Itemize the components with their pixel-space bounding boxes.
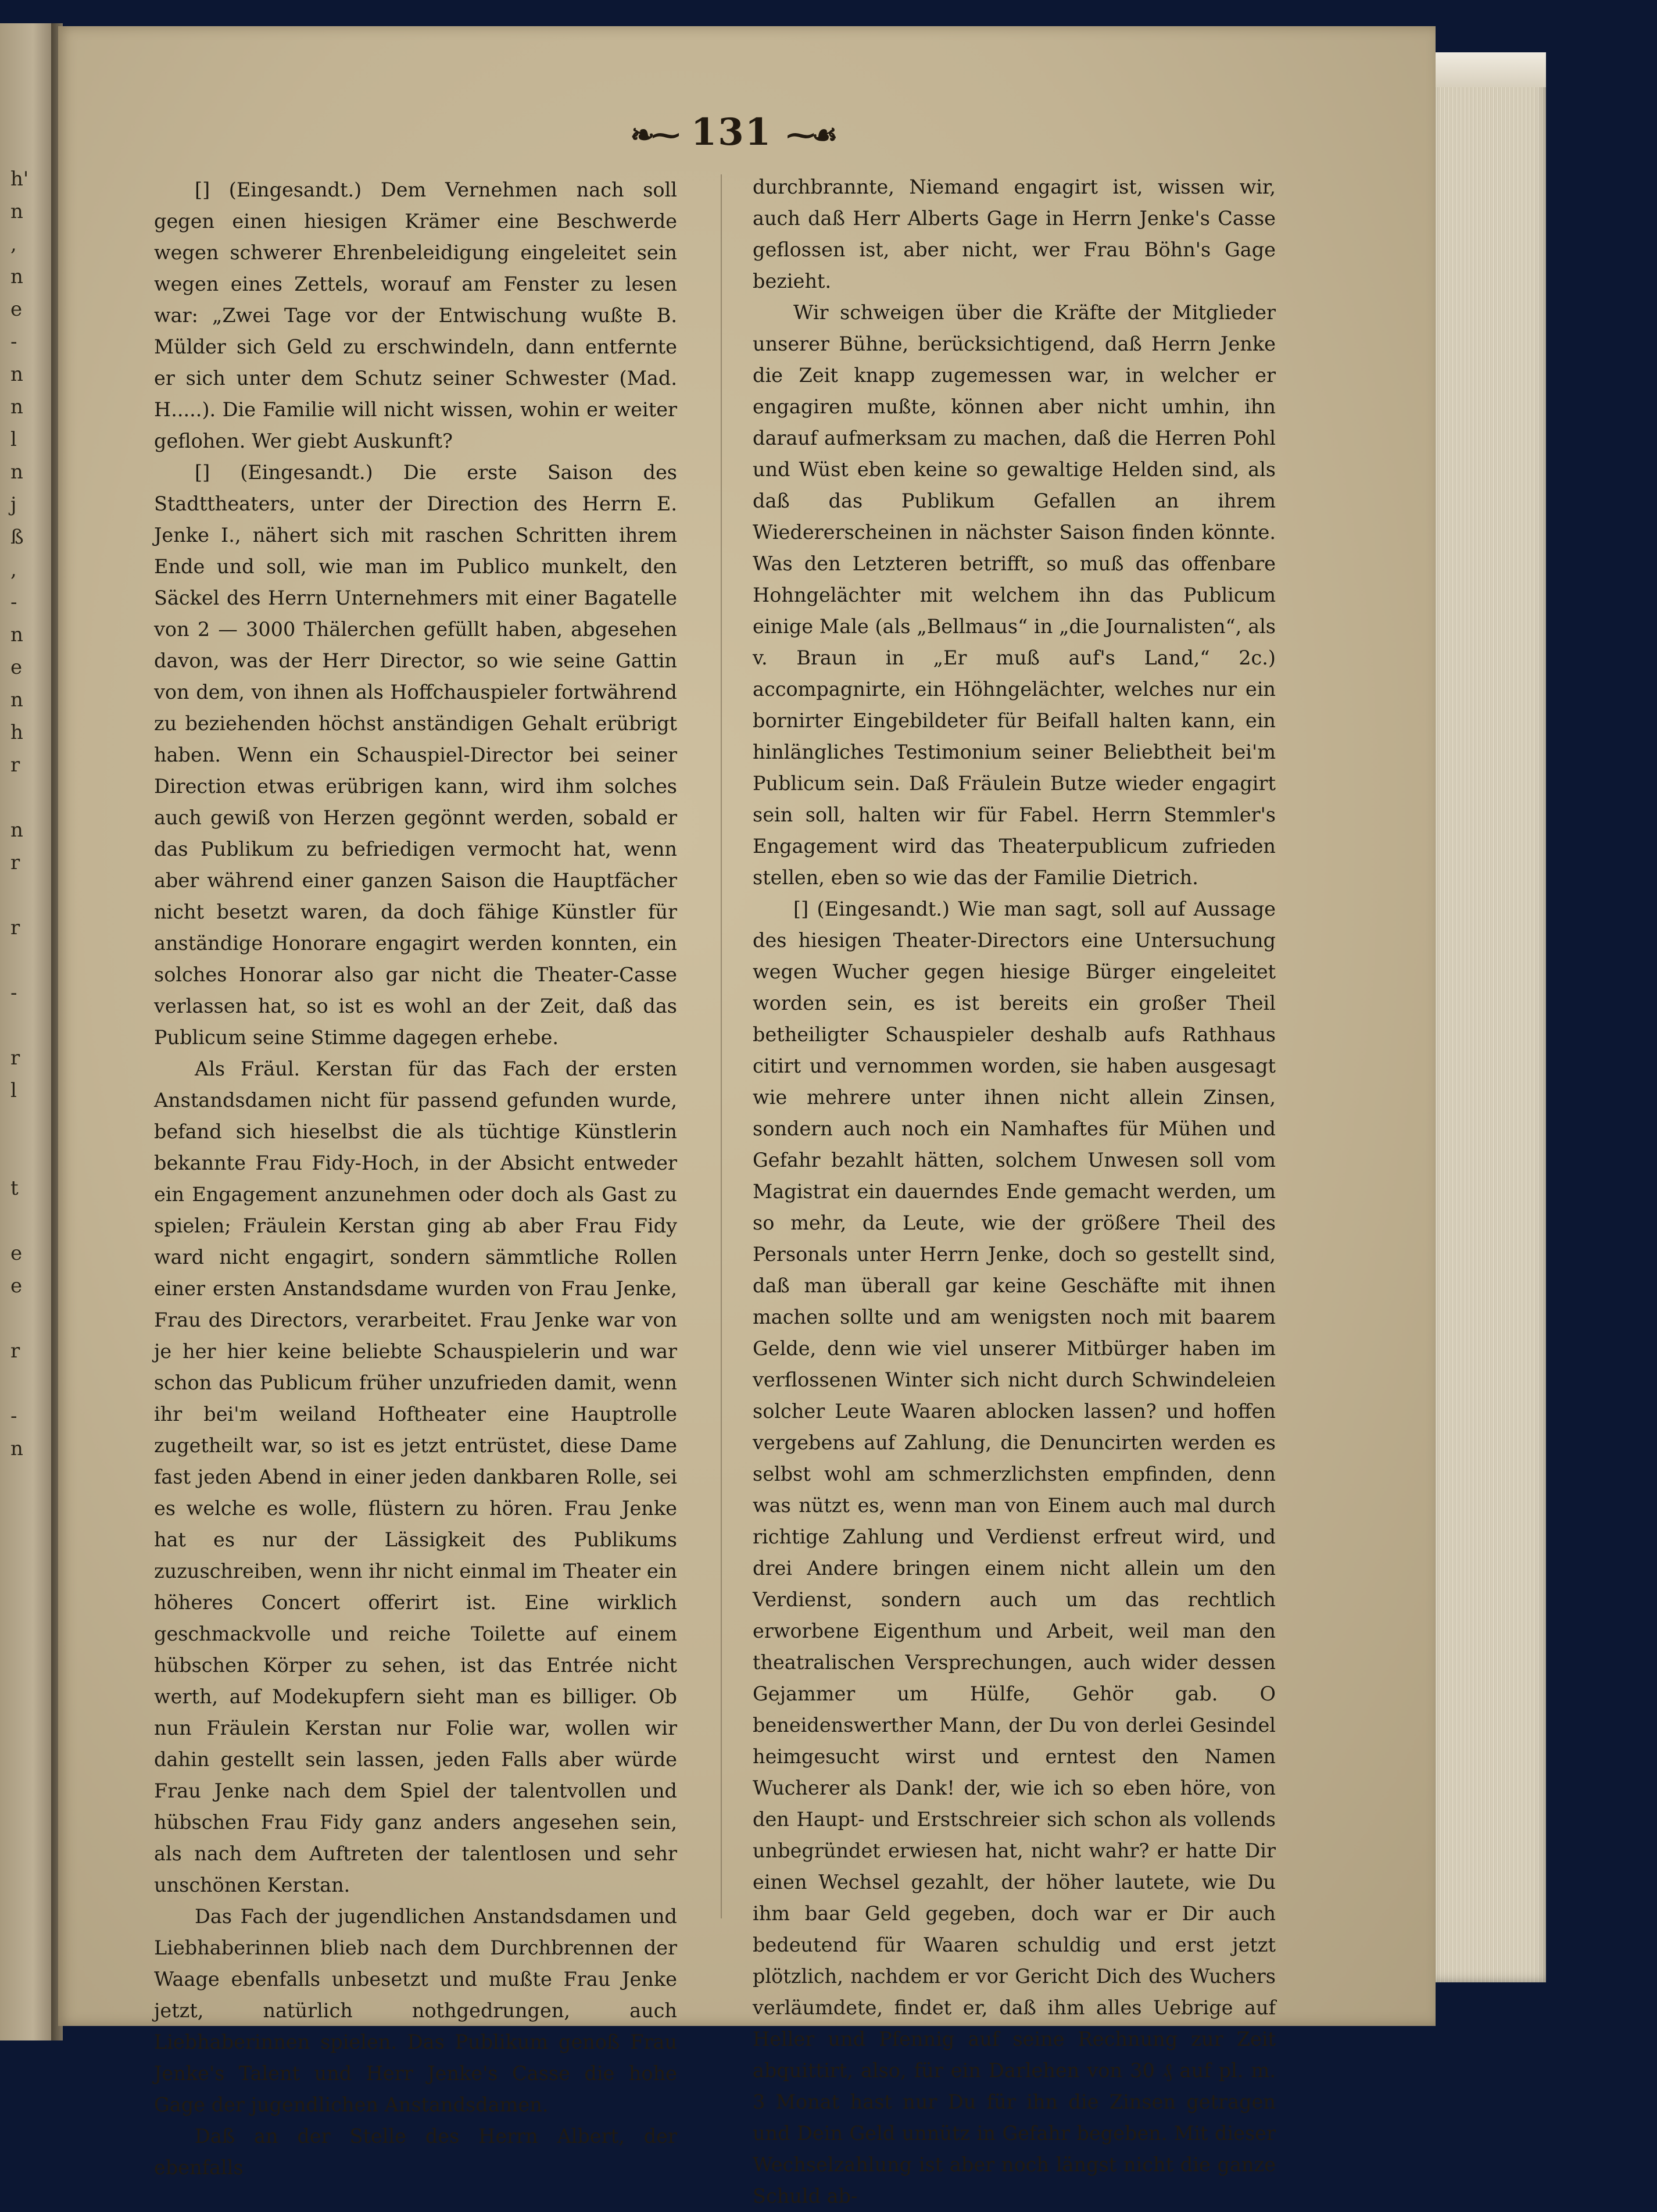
previous-page-fragments: h' n , n e - n n l n j ß , - n e n h r n r r - r l t e e r - n bbox=[10, 167, 29, 1460]
previous-page-edge bbox=[0, 23, 55, 2041]
ornament-right: ⁓☙ bbox=[786, 117, 835, 152]
paragraph: [] (Eingesandt.) Dem Vernehmen nach soll gegen einen hiesigen Krämer eine Beschwerde wegen schwerer Ehrenbeleidigung eingeleitet sein wegen eines Zettels, worauf am Fenster zu lesen war: „Zwei Tage vor der Entwischung wußte B. Mülder sich Geld zu erschwindeln, dann entfernte er sich unter dem Schutz seiner Schwester (Mad. H.....). Die Familie will nicht wissen, wohin er weiter geflohen. Wer giebt Auskunft? bbox=[154, 178, 677, 452]
paragraph: Als Fräul. Kerstan für das Fach der ersten Anstandsdamen nicht für passend gefunden wurde, befand sich hieselbst die als tüchtige Künstlerin bekannte Frau Fidy-Hoch, in der Absicht entweder ein Engagement anzunehmen oder doch als Gast zu spielen; Fräulein Kerstan ging ab aber Frau Fidy ward nicht engagirt, sondern sämmtliche Rollen einer ersten Anstandsdame wurden von Frau Jenke, Frau des Directors, verarbeitet. Frau Jenke war von je her hier keine beliebte Schauspielerin und war schon das Publicum früher unzufrieden damit, wenn ihr bei'm weiland Hoftheater eine Hauptrolle zugetheilt war, so ist es jetzt entrüstet, diese Dame fast jeden Abend in einer jeden dankbaren Rolle, sei es welche es wolle, flüstern zu hören. Frau Jenke hat es nur der Lässigkeit des Publikums zuzuschreiben, wenn ihr nicht einmal im Theater ein höheres Concert offerirt ist. Eine wirklich geschmackvolle und reiche Toilette auf einem hübschen Körper zu sehen, ist das Entrée nicht werth, auf Modekupfern sieht man es billiger. Ob nun Fräulein Kerstan nur Folie war, wollen wir dahin gestellt sein lassen, jeden Falls aber würde Frau Jenke nach dem Spiel der talentvollen und hübschen Frau Fidy ganz anders angesehen sein, als nach dem Auftreten der talentlosen und sehr unschönen Kerstan. bbox=[154, 1057, 677, 1896]
paragraph: [] (Eingesandt.) Wie man sagt, soll auf Aussage des hiesigen Theater-Directors eine Untersuchung wegen Wucher gegen hiesige Bürger eingeleitet worden sein, es ist bereits ein großer Theil betheiligter Schauspieler deshalb aufs Rathhaus citirt und vernommen worden, sie haben ausgesagt wie mehrere unter ihnen nicht allein Zinsen, sondern auch noch ein Namhaftes für Mühen und Gefahr bezahlt hätten, solchem Unwesen soll vom Magistrat ein dauerndes Ende gemacht werden, um so mehr, da Leute, wie der größere Theil des Personals unter Herrn Jenke, doch so gestellt sind, daß man überall gar keine Geschäfte mit ihnen machen sollte und am wenigsten noch mit baarem Gelde, denn wie viel unserer Mitbürger haben im verflossenen Winter sich nicht durch Schwindeleien solcher Leute Waaren ablocken lassen? und hoffen vergebens auf Zahlung, die Denuncirten werden es selbst wohl am schmerzlichsten empfinden, denn was nützt es, wenn man von Einem auch mal durch richtige Zahlung und Verdienst erfreut wird, und drei Andere bringen einem nicht allein um den Verdienst, sondern auch um das rechtlich erworbene Eigenthum und Arbeit, weil man den theatralischen Versprechungen, auch wider dessen Gejammer um Hülfe, Gehör gab. O beneidenswerther Mann, der Du von derlei Gesindel heimgesucht wirst und erntest den Namen Wucherer als Dank! der, wie ich so eben höre, von den Haupt- und Erstschreier sich schon als vollends unbegründet erwiesen hat, nicht wahr? er hatte Dir einen Wechsel gezahlt, der höher lautete, wie Du ihm baar Geld gegeben, doch war er Dir auch bedeutend für Waaren schuldig und erst jetzt plötzlich, nachdem er vor Gericht Dich des Wuchers verläumdete, findet er, daß ihm alles Uebrige auf Heller und Pfennig auf seine Rechnung zur Zeit abquittirt, also, für ein Darlehen von 30 ₰ auf pl. m. 3 Monat hast nur Du für ihn die Zinsen getragen und Dein Geld unnütz in Gefahr begeben. Mit dieser Wechselzahlung ist aber noch längst nicht die ganze Schuld ab- bbox=[753, 898, 1276, 2207]
page-stack-top bbox=[1430, 52, 1546, 87]
paragraph: durchbrannte, Niemand engagirt ist, wissen wir, auch daß Herr Alberts Gage in Herrn Jenke's Casse geflossen ist, aber nicht, wer Frau Böhn's Gage bezieht. bbox=[753, 176, 1276, 292]
paragraph: Daß an der Stelle des Herrn Albert, der ebenfalls bbox=[154, 2125, 677, 2179]
page-number-header bbox=[628, 110, 837, 154]
paragraph: [] (Eingesandt.) Die erste Saison des Stadttheaters, unter der Direction des Herrn E. Jenke I., nähert sich mit raschen Schritten ihrem Ende und soll, wie man im Publico munkelt, den Säckel des Herrn Unternehmers mit einer Bagatelle von 2 — 3000 Thälerchen gefüllt haben, abgesehen davon, was der Herr Director, so wie seine Gattin von dem, von ihnen als Hoffchauspieler fortwährend zu beziehenden höchst anständigen Gehalt erübrigt haben. Wenn ein Schauspiel-Director bei seiner Direction etwas erübrigen kann, wird ihm solches auch gewiß von Herzen gegönnt werden, sobald er das Publikum zu befriedigen vermocht hat, wenn aber während einer ganzen Saison die Hauptfächer nicht besetzt waren, da doch fähige Künstler für anständige Honorare engagirt werden konnten, ein solches Honorar also gar nicht die Theater-Casse verlassen hat, so ist es wohl an der Zeit, daß das Publicum seine Stimme dagegen erhebe. bbox=[154, 461, 677, 1049]
page-number: 131 bbox=[690, 110, 772, 154]
ornament-left: ❧⁓ bbox=[630, 117, 677, 152]
page-stack-edges bbox=[1430, 52, 1546, 1982]
column-right bbox=[753, 171, 1276, 2212]
column-left bbox=[154, 174, 677, 2184]
paragraph: Das Fach der jugendlichen Anstandsdamen und Liebhaberinnen blieb nach dem Durchbrennen der Waage ebenfalls unbesetzt und mußte Frau Jenke jetzt, natürlich nothgedrungen, auch Liebhaberinnen spielen. Das Publikum genoß Frau Jenke's Talent und Herr Jenke's Casse die hohe Gage der jugendlichen Anstandsdamen. bbox=[154, 1905, 677, 2116]
column-divider bbox=[721, 174, 722, 1918]
paragraph: Wir schweigen über die Kräfte der Mitglieder unserer Bühne, berücksichtigend, daß Herrn Jenke die Zeit knapp zugemessen war, in welcher er engagiren mußte, können aber nicht umhin, ihn darauf aufmerksam zu machen, daß die Herren Pohl und Wüst eben keine so gewaltige Helden sind, als daß das Publikum Gefallen an ihrem Wiedererscheinen in nächster Saison finden könnte. Was den Letzteren betrifft, so muß das offenbare Hohngelächter mit welchem ihn das Publicum einige Male (als „Bellmaus“ in „die Journalisten“, als v. Braun in „Er muß auf's Land,“ 2c.) accompagnirte, ein Höhngelächter, welches nur ein bornirter Eingebildeter für Beifall halten kann, ein hinlängliches Testimonium seiner Beliebtheit bei'm Publicum sein. Daß Fräulein Butze wieder engagirt sein soll, halten wir für Fabel. Herrn Stemmler's Engagement wird das Theaterpublicum zufrieden stellen, eben so wie das der Familie Dietrich. bbox=[753, 301, 1276, 889]
